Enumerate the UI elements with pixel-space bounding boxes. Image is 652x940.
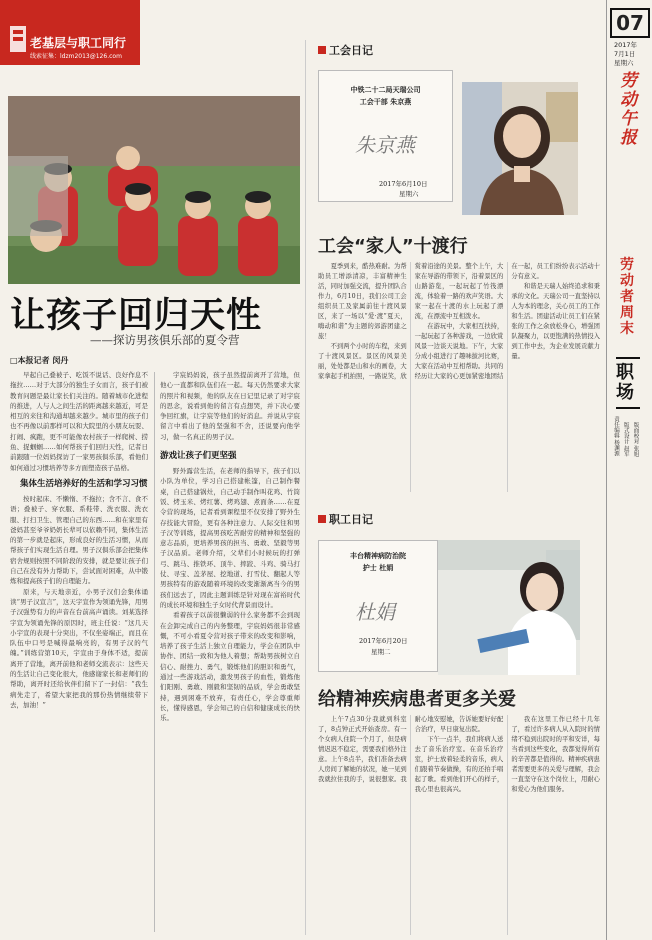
worker-portrait: [438, 540, 580, 675]
left-article-col1: [10, 370, 148, 932]
section-heading: 集体生活培养好的生活和学习习惯: [20, 478, 148, 489]
left-article-title: 让孩子回归天性: [10, 296, 263, 336]
issue-date-2: 7月1日: [614, 50, 636, 58]
editor-line: 责任编辑 杨渊源: [613, 416, 619, 457]
section-header: [0, 0, 140, 65]
paragraph: 按时起床、不懒惰、不拖拉；含不言、食不语；叠被子、穿衣服、系鞋带、洗衣服、洗衣服、打扫卫生、管理自己的东西……和在家里有爸妈甚至爷爷奶奶长辈可以依赖不同，集体生活的第一步就是起床，形成良好的生活习惯，从而帮孩子们实现生活自理。男子汉俱乐部会把集体宿舍规则按照不同阶段的安排，就是要让孩子们自己在没有外力帮助下，尝试面对困难，从中锻炼和提高孩子们的自理能力。: [10, 494, 148, 586]
left-article-subtitle: ——探访男孩俱乐部的夏令营: [90, 333, 240, 347]
worker-diary-label: 职工日记: [318, 511, 373, 527]
column-sub: 职场: [616, 357, 640, 409]
diary-date: 2017年6月10日: [379, 180, 428, 188]
diary-date: 2017年6月20日: [359, 637, 408, 645]
column-title: 劳动者周末: [620, 257, 634, 337]
diary-person: 护士 杜娟: [362, 564, 394, 572]
paragraph: 夏季到来，酷热难耐。为帮助员工增添清凉，丰富精神生活，同时加强交流，提升团队合作力，6月10日，我们公司工会组织员工及家属前往十渡风景区，来了一场以“爱·渡”夏天，嗨动和谐”为主题的郊游团建之旅！: [318, 263, 407, 340]
diary-signature: 杜娟: [355, 600, 395, 624]
section-title: 老基层与职工同行: [30, 36, 127, 50]
union-diary-label: 工会日记: [318, 42, 373, 58]
diary-person: 工会干部 朱京燕: [359, 98, 412, 106]
paragraph: 和谐是天瑞人始终追求和秉承的文化。天瑞公司一直坚持以人为本的理念，关心员工的工作和生活。团建活动让员工们在紧张的工作之余放松身心，增强团队凝聚力，以更饱满的热情投入到工作中去，为企业发展贡献力量。: [511, 283, 600, 360]
editor-line: 版式设计 赵军: [622, 421, 629, 457]
issue-number: 07: [610, 8, 650, 38]
paragraph: 不到两个小时的车程，来到了十渡风景区。景区的风景美丽，处处都是山和水的画卷，大家拿起手机拍照，一路说笑，欣赏着沿途的美景。整个上午，大家在导游的带领下，沿着景区的山路游览，一起玩起了竹筏漂流，体验着一路的欢声笑语。大家一起在十渡的水上玩起了漂流，在漂流中互相泼水。: [318, 263, 504, 380]
paragraph: 下午一点半，我们将病人送去了音乐治疗室。在音乐治疗室，护士放着轻柔的音乐，病人们跟着节奏做操，有的还拍手唱起了歌。看到他们开心的样子，我心里也很高兴。: [414, 736, 504, 793]
left-article-col2: [160, 370, 300, 932]
kids-photo: [8, 96, 300, 284]
union-diary-card: [318, 70, 453, 202]
logo-icon: [8, 24, 28, 54]
issue-date: 2017年: [614, 41, 638, 49]
worker-diary-card: [318, 540, 438, 672]
tip-email: 线索征集：ldzm2013@126.com: [30, 53, 122, 60]
byline: □本报记者 闵丹: [10, 356, 69, 365]
diary-unit: 中铁二十二局天瑞公司: [350, 86, 421, 94]
section-heading: 游戏让孩子们更坚强: [160, 451, 237, 462]
diary-weekday: 星期二: [371, 648, 391, 656]
masthead: 劳动午报: [620, 71, 637, 148]
diary-signature: 朱京燕: [355, 133, 415, 157]
paragraph: 在游玩中，大家相互扶持，一起玩起了各种游戏，一边欣赏风景一边谈天说地。下午，大家分成小组进行了趣味拔河比赛，大家在活动中互相帮助。共同的经历让大家的心更加紧密地团结在一起，员工们纷纷表示活动十分有意义。: [414, 263, 600, 380]
paragraph: 原来，与天地亲近，小男子汉们会集体诵读“男子汉宣言”，这天宇宣作为领诵先锋，用男子汉强势有力的声音在台前高声诵读。刘某选择宇宣为领诵先锋的原因时，班主任说：“这几天小宇宣的表现十分突出，不仅坐姿端正，而且在队伍中口号是喊得最响亮的，有男子汉的气魄。”训练营第10天，宇宣由于身体不适，提前离开了营地，离开前他和老师交流表示：这些天的生活让自己变化很大，他感谢家长和老师们的帮助，离开时还给伙伴们留下了一封信：“我生病先走了，希望大家把我的那份热情继续带下去，加油！”: [10, 587, 148, 709]
paragraph: 早起自己叠被子、吃饭不说话、良好作息不拖拉……对于大部分的独生子女而言，孩子们被教育问题是最让家长们关注的。随着城市化进程的推进，人与人之间生活的距离越来越近，可是相互的来往和沟通却越来越少。城市里的孩子们也不再像以前那样可以和大院里的小朋友玩耍、打闹、疯跑，更不可能像农村孩子一样爬树、捞鱼、捉蝈蝈……如何帮孩子们回归天性，记者日前跟随一位妈妈探访了一家男孩俱乐部，看他们如何通过习惯培养等多方面塑造孩子品格。: [10, 371, 148, 472]
paragraph: 宇宸妈妈说，孩子虽然提前离开了营地，但他心一直都和队伍们在一起。每天仍然要求大家的照片和视频，他的队友在日记里记录了对宇宸的思念，说看到他的留言有点想哭，并下决心要争回红旗，让宇宸等他们的好消息。并说从宇宸留言中看出了他的坚强和不舍，还说要向他学习，做一名真正的男子汉。: [160, 371, 300, 441]
worker-diary-title: 给精神疾病患者更多关爱: [318, 689, 516, 710]
issue-weekday: 星期六: [614, 59, 634, 67]
diary-unit: 丰台精神病防治院: [350, 552, 406, 560]
paragraph: 野外露营生活，在老师的指导下，孩子们以小队为单位，学习自己搭建帐篷，自己制作餐桌，自己搭建锅灶，自己动手制作叫花鸡、竹筒饭、烤玉米、烤红薯、烤鸡翅、煮面条……在夏令营的现场，记者看到课程里不仅安排了野外生存技能大冒险，更有各种注意力、人际交往和男子汉等训练，提高男孩吃苦耐劳的精神和坚强的意志品质，更培养男孩的担当、勇敢、坚毅等男子汉品质。老师介绍，父辈们小时候玩的打弹弓、跳马、推铁环、顶牛、摔跤、斗鸡、骑马打仗、寻宝、盖茅屋、挖地道、打雪仗、翻起人等男孩特有的游戏随着环境的改变渐渐离当今的男孩们远去了，因此主题训练是针对现在富裕时代的成长环境和独生子女时代背景而设计。: [160, 467, 300, 609]
editors: [612, 416, 646, 459]
paragraph: 看着孩子以前很懒弱的什么家务都不会到现在会卸完成自己的内务整理，宇宸妈妈很非常感慨，不可小看夏令营对孩子带来的改变和影响，培养了孩子生活上独立自理能力，学会在团队中协作、团结一致和为他人着想；帮助男孩树立自信心、耐挫力、勇气，锻炼他们的胆识和勇气，通过一些游戏活动，激发男孩子的血性，锻炼他们阳刚、勇敢、刚毅和坚韧的品质，学会勇敢坚持，遇到困难不放弃，有责任心，学会尊重师长，懂得感恩，学会知己的自信和健康成长的快乐。: [160, 611, 300, 723]
paragraph: 上午7点30分我就到科室了，8点钟正式开始查房。有一个女病人住院一个月了，但是病情迟迟不稳定，需要我们格外注意。上午8点半，我们准备去病人房间了解她的状况，她一见到我就拉住我的手，说很想家。我耐心地安慰她，告诉她要好好配合治疗，早日康复出院。: [318, 716, 504, 783]
square-icon: [318, 46, 326, 54]
editor-line: 版面校对 张旭: [632, 421, 639, 457]
worker-diary-body: [318, 715, 600, 935]
union-portrait: [462, 82, 578, 215]
union-diary-title: 工会“家人”十渡行: [318, 236, 468, 257]
union-diary-body: [318, 262, 600, 492]
diary-weekday: 星期六: [399, 190, 419, 198]
square-icon: [318, 515, 326, 523]
paragraph: 我在这里工作已经十几年了，看过许多病人从入院时的情绪不稳到出院时的平和安详，每当看到这些变化，我都觉得所有的辛苦都是值得的。精神疾病患者需要更多的关爱与理解，我会一直坚守在这个岗位上，用耐心和爱心为他们服务。: [511, 716, 600, 793]
